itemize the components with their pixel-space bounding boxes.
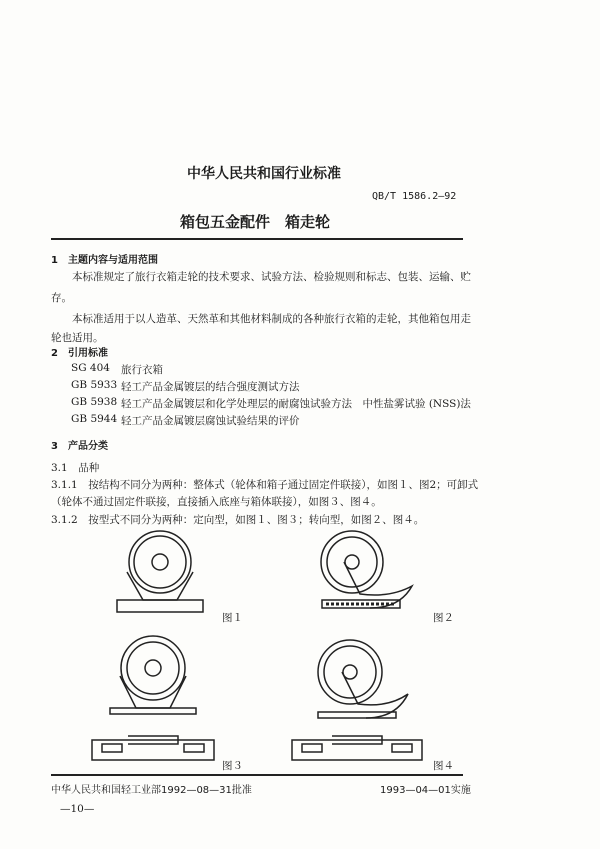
paragraph: 3.1.2 按型式不同分为两种：定向型，如图１、图３；转向型，如图２、图４。: [51, 514, 425, 526]
ref-code: SG 404: [71, 362, 110, 374]
approval-note: 中华人民共和国轻工业部1992—08—31批准: [51, 785, 252, 796]
paragraph: 本标准规定了旅行衣箱走轮的技术要求、试验方法、检验规则和标志、包装、运输、贮: [72, 271, 471, 283]
effective-date: 1993—04—01实施: [380, 785, 471, 796]
subsection-heading: 3.1 品种: [51, 462, 100, 474]
figure-4-removable-swivel-caster: [288, 632, 428, 767]
ref-title: 轻工产品金属镀层的结合强度测试方法: [121, 381, 300, 393]
section-2-heading: 2 引用标准: [51, 348, 108, 359]
figure-2-label: 图２: [433, 612, 454, 624]
paragraph: （轮体不通过固定件联接，直接插入底座与箱体联接），如图３、图４。: [51, 496, 382, 508]
page-number: —10—: [60, 803, 95, 815]
paragraph: 存。: [51, 292, 72, 304]
ref-title: 轻工产品金属镀层腐蚀试验结果的评价: [121, 415, 300, 427]
header-rule: [51, 238, 463, 240]
section-3-heading: 3 产品分类: [51, 441, 108, 452]
ref-title: 旅行衣箱: [121, 364, 163, 376]
ref-code: GB 5933: [71, 379, 118, 391]
figure-3-label: 图３: [222, 760, 243, 772]
ref-title: 轻工产品金属镀层和化学处理层的耐腐蚀试验方法 中性盐雾试验 (NSS)法: [121, 398, 471, 410]
figure-1-fixed-caster: [105, 528, 215, 620]
figure-4-label: 图４: [433, 760, 454, 772]
section-1-heading: 1 主题内容与适用范围: [51, 255, 158, 266]
standard-code: QB/T 1586.2—92: [372, 191, 457, 202]
page-title: 箱包五金配件 箱走轮: [180, 213, 331, 231]
ref-code: GB 5938: [71, 396, 118, 408]
figure-3-removable-fixed-caster: [88, 632, 218, 767]
paragraph: 轮也适用。: [51, 332, 104, 344]
figure-1-label: 图１: [222, 612, 243, 624]
paragraph: 3.1.1 按结构不同分为两种：整体式（轮体和箱子通过固定件联接），如图１、图2；可卸式: [51, 479, 479, 491]
ref-code: GB 5944: [71, 413, 118, 425]
standard-org: 中华人民共和国行业标准: [187, 166, 341, 182]
footer-rule: [51, 774, 463, 776]
figure-2-swivel-caster: [300, 528, 425, 620]
paragraph: 本标准适用于以人造革、天然革和其他材料制成的各种旅行衣箱的走轮，其他箱包用走: [72, 313, 471, 325]
